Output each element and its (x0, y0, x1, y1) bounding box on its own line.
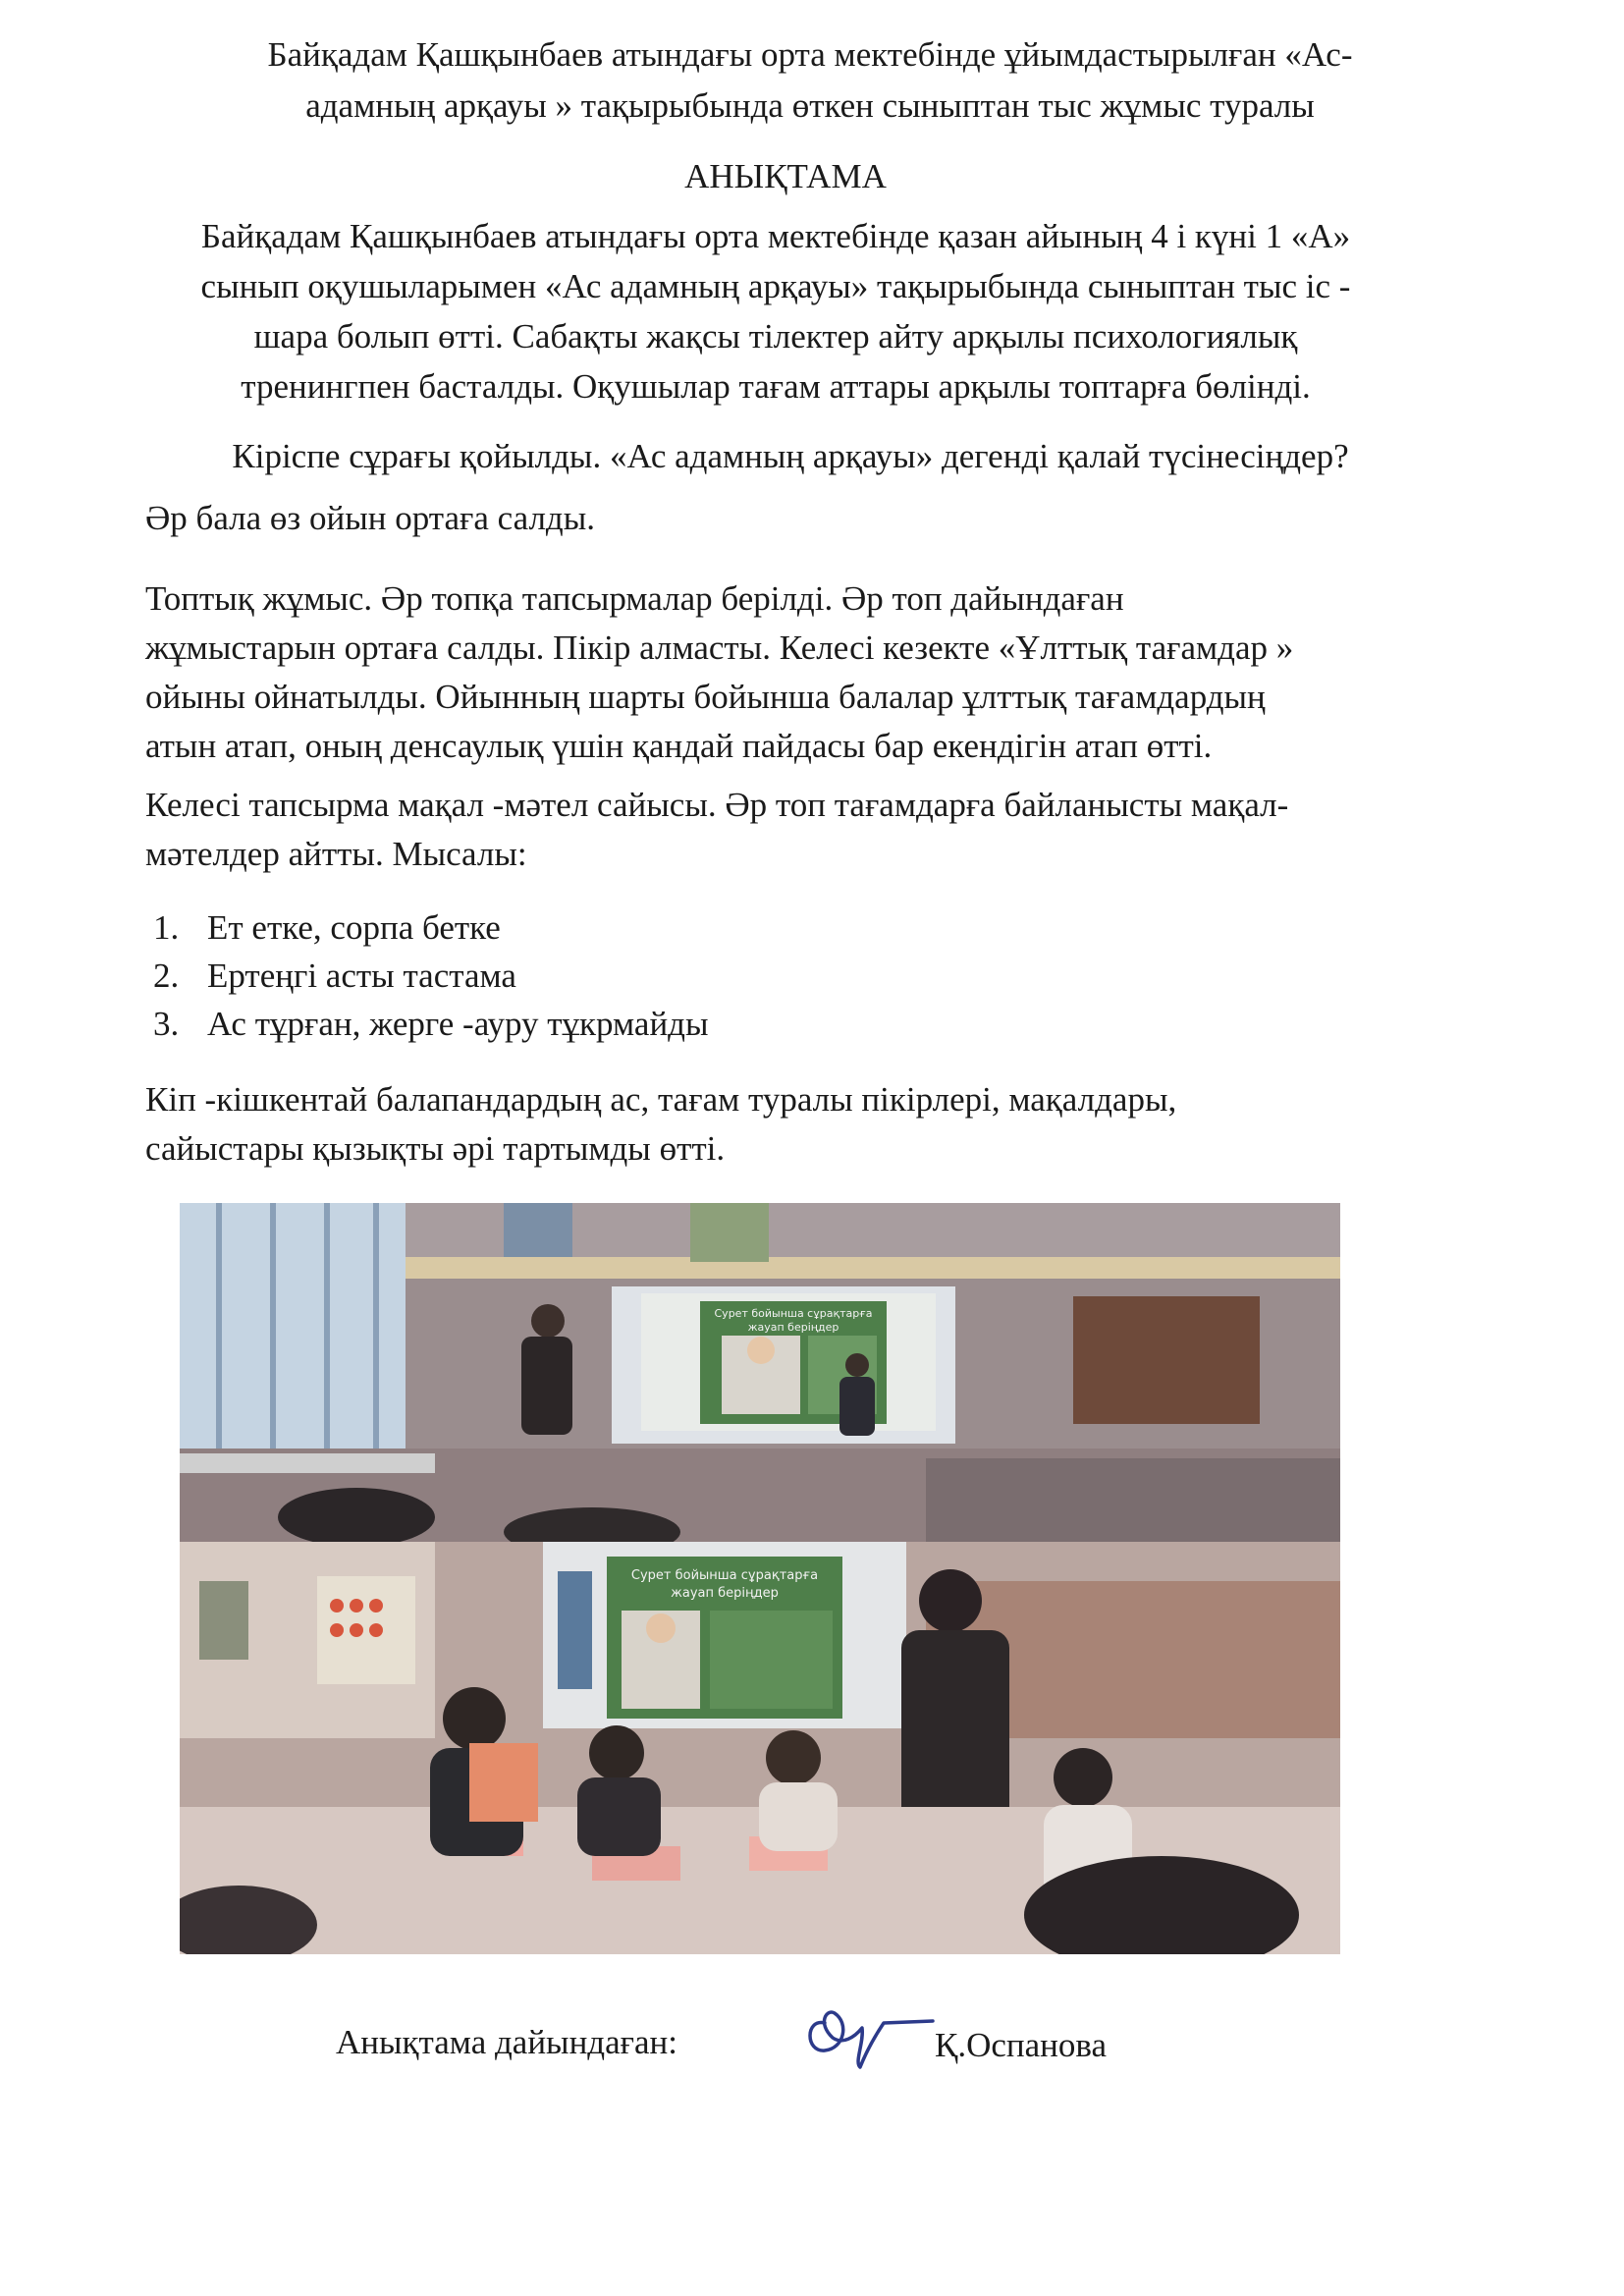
paragraph-conclusion (145, 1075, 1422, 1174)
list-item (145, 952, 1029, 1000)
slide-subtitle-1: жауап беріңдер (747, 1321, 839, 1334)
signature-name: Қ.Оспанова (935, 2026, 1107, 2064)
list-item (145, 903, 1029, 952)
classroom-photo-pupils (180, 1542, 1340, 1954)
group-work-line-2: жұмыстарын ортаға салды. Пікір алмасты. Келесі кезекте «Ұлттық тағамдар » (145, 629, 1294, 667)
paragraph-ideas: Әр бала өз ойын ортаға салды. (145, 499, 596, 537)
slide-title-2: Сурет бойынша сұрақтарға (630, 1568, 819, 1583)
intro-question: Кіріспе сұрағы қойылды. «Ас адамның арқауы» дегенді қалай түсінесіңдер? (232, 437, 1349, 475)
slide-subtitle-2: жауап беріңдер (671, 1586, 779, 1601)
handwritten-signature-icon (795, 1984, 943, 2082)
document-title: АНЫҚТАМА (684, 157, 887, 195)
proverbs-intro-line-1: Келесі тапсырма мақал -мәтел сайысы. Әр топ тағамдарға байланысты мақал- (145, 786, 1289, 824)
slide-title-1: Сурет бойынша сұрақтарға (714, 1307, 873, 1320)
conclusion-line-1: Кіп -кішкентай балапандардың ас, тағам туралы пікірлері, мақалдары, (145, 1080, 1177, 1119)
paragraph-group-work (145, 574, 1422, 771)
list-item-number: 1. (153, 908, 180, 947)
signature-label: Анықтама дайындаған: (336, 2023, 677, 2061)
list-item (145, 1000, 1029, 1048)
signature-row (0, 1984, 1624, 2082)
list-item-number: 3. (153, 1005, 180, 1043)
intro-line-3: шара болып өтті. Сабақты жақсы тілектер айту арқылы психологиялық (253, 317, 1298, 355)
classroom-photo-board (180, 1203, 1340, 1542)
intro-paragraph (128, 211, 1424, 411)
intro-line-2: сынып оқушыларымен «Ас адамның арқауы» тақырыбында сыныптан тыс іс - (200, 267, 1351, 305)
list-item-number: 2. (153, 957, 180, 995)
intro-line-4: тренингпен басталды. Оқушылар тағам аттары арқылы топтарға бөлінді. (241, 367, 1311, 406)
list-item-text: Ет етке, сорпа бетке (207, 908, 501, 947)
proverbs-list (145, 903, 1029, 1048)
list-item-text: Ас тұрған, жерге -ауру тұкрмайды (207, 1005, 709, 1043)
group-work-line-1: Топтық жұмыс. Әр топқа тапсырмалар берілді. Әр топ дайындаған (145, 579, 1124, 618)
group-work-line-3: ойыны ойнатылды. Ойынның шарты бойынша балалар ұлттық тағамдардың (145, 678, 1266, 716)
document-header (147, 29, 1473, 132)
conclusion-line-2: сайыстары қызықты әрі тартымды өтті. (145, 1129, 726, 1168)
group-work-line-4: атын атап, оның денсаулық үшін қандай пайдасы бар екендігін атап өтті. (145, 727, 1213, 765)
intro-line-1: Байқадам Қашқынбаев атындағы орта мектебінде қазан айының 4 і күні 1 «А» (200, 217, 1351, 255)
header-line-2: адамның арқауы » тақырыбында өткен сыныптан тыс жұмыс туралы (305, 86, 1315, 125)
paragraph-proverbs-intro (145, 781, 1422, 879)
list-item-text: Ертеңгі асты тастама (207, 957, 516, 995)
proverbs-intro-line-2: мәтелдер айтты. Мысалы: (145, 835, 527, 873)
header-line-1: Байқадам Қашқынбаев атындағы орта мектебінде ұйымдастырылған «Ас- (267, 35, 1353, 74)
